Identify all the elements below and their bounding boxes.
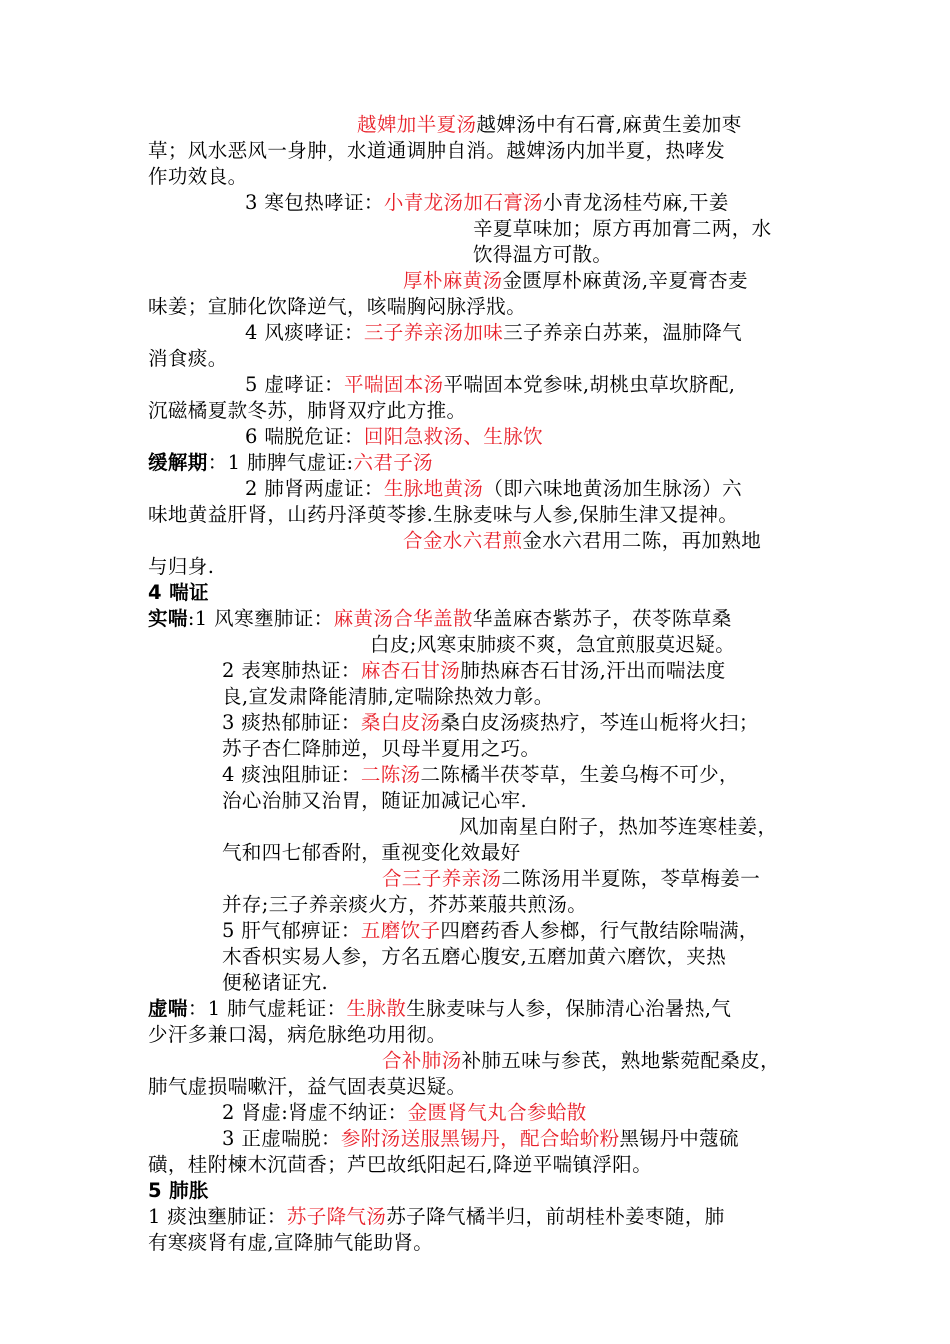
text-segment: 苏子杏仁降肺逆，贝母半夏用之巧。 <box>222 737 541 760</box>
text-segment: 2 肾虚:肾虚不纳证： <box>222 1101 408 1124</box>
text-segment: 生脉麦味与人参，保肺清心治暑热,气 <box>406 997 732 1020</box>
text-line <box>403 268 748 294</box>
text-line <box>382 1048 780 1074</box>
text-line <box>148 1230 433 1256</box>
text-line <box>148 346 228 372</box>
formula-name: 金匮肾气丸合参蛤散 <box>407 1101 587 1124</box>
text-segment: 味姜；宣肺化饮降逆气，咳喘胸闷脉浮戕。 <box>148 295 527 318</box>
text-line <box>148 138 725 164</box>
text-segment: 辛夏草味加；原方再加膏二两，水 <box>473 217 772 240</box>
text-line <box>148 996 731 1022</box>
text-segment: 越婢汤中有石膏,麻黄生姜加枣 <box>476 113 742 136</box>
text-segment: 桑白皮汤痰热疗，芩连山栀将火扫； <box>440 711 759 734</box>
text-segment: 少汗多兼口渴，病危脉绝功用彻。 <box>148 1023 447 1046</box>
formula-name: 苏子降气汤 <box>286 1205 387 1228</box>
text-segment: 肺热麻杏石甘汤,汗出而喘法度 <box>460 659 726 682</box>
text-segment: 饮得温方可散。 <box>473 243 613 266</box>
formula-name: 麻黄汤合华盖散 <box>333 607 473 630</box>
text-segment: 1 痰浊壅肺证： <box>148 1205 287 1228</box>
formula-name: 三子养亲汤加味 <box>363 321 504 344</box>
text-segment: 二陈汤用半夏陈，苓草梅姜一 <box>501 867 761 890</box>
text-segment: 良,宣发肃降能清肺,定喘除热效力彰。 <box>222 685 554 708</box>
text-segment: 6 喘脱危证： <box>245 425 364 448</box>
text-line <box>382 866 760 892</box>
text-segment: 补肺五味与参芪，熟地紫菀配桑皮， <box>461 1049 781 1072</box>
text-segment: 5 肝气郁痹证： <box>222 919 361 942</box>
text-line <box>222 1100 587 1126</box>
text-segment: 3 寒包热哮证： <box>245 191 384 214</box>
text-line <box>148 1178 209 1204</box>
text-line <box>148 1022 447 1048</box>
text-line <box>370 632 735 658</box>
text-line <box>245 372 735 398</box>
text-line <box>222 788 527 814</box>
formula-name: 生脉地黄汤 <box>383 477 484 500</box>
text-segment: 味地黄益肝肾，山药丹泽萸苓掺.生脉麦味与人参,保肺生津又提神。 <box>148 503 739 526</box>
text-segment: 并存;三子养亲痰火方，芥苏莱菔共煎汤。 <box>222 893 588 916</box>
text-line <box>222 762 739 788</box>
text-segment: 4 痰浊阻肺证： <box>222 763 361 786</box>
text-segment: 风加南星白附子，热加芩连寒桂姜， <box>459 815 778 838</box>
text-segment: 华盖麻杏紫苏子，茯苓陈草桑 <box>472 607 732 630</box>
formula-name: 小青龙汤加石膏汤 <box>383 191 544 214</box>
text-line <box>148 294 526 320</box>
text-line <box>222 1126 739 1152</box>
section-heading: 5 肺胀 <box>148 1179 209 1202</box>
text-segment: （即六味地黄汤加生脉汤）六 <box>483 477 743 500</box>
text-line <box>245 424 543 450</box>
formula-name: 合补肺汤 <box>382 1049 462 1072</box>
text-segment: 5 虚哮证： <box>245 373 345 396</box>
text-line <box>222 918 759 944</box>
text-line <box>403 528 761 554</box>
text-line <box>222 892 587 918</box>
text-line <box>148 398 466 424</box>
text-segment: ：1 肺脾气虚证: <box>207 451 354 474</box>
text-segment: 2 肺肾两虚证： <box>245 477 384 500</box>
text-segment: 作功效良。 <box>148 165 248 188</box>
text-segment: 便秘诸证宄. <box>222 971 329 994</box>
text-segment: 金匮厚朴麻黄汤,辛夏膏杏麦 <box>502 269 748 292</box>
text-segment: 小青龙汤桂芍麻,干姜 <box>543 191 729 214</box>
text-line <box>222 710 759 736</box>
formula-name: 生脉散 <box>346 997 407 1020</box>
formula-name: 合金水六君煎 <box>403 529 523 552</box>
formula-name: 五磨饮子 <box>360 919 441 942</box>
text-segment: 4 风痰哮证： <box>245 321 364 344</box>
text-segment: 气和四七郁香附，重视变化效最好 <box>222 841 521 864</box>
text-line <box>245 190 729 216</box>
formula-name: 厚朴麻黄汤 <box>403 269 503 292</box>
section-heading: 4 喘证 <box>148 581 209 604</box>
formula-name: 二陈汤 <box>360 763 421 786</box>
formula-name: 回阳急救汤、生脉饮 <box>363 425 544 448</box>
section-heading: 实喘 <box>148 607 188 630</box>
section-heading: 虚喘 <box>148 997 188 1020</box>
formula-name: 麻杏石甘汤 <box>360 659 461 682</box>
text-line <box>148 1074 466 1100</box>
text-segment: 苏子降气橘半归，前胡桂朴姜枣随，肺 <box>386 1205 725 1228</box>
text-line <box>357 112 742 138</box>
text-line <box>222 736 540 762</box>
text-line <box>148 554 214 580</box>
text-line <box>245 476 742 502</box>
text-segment: 有寒痰肾有虚,宣降肺气能助肾。 <box>148 1231 434 1254</box>
text-segment: 白皮;风寒束肺痰不爽，急宜煎服莫迟疑。 <box>370 633 736 656</box>
text-line <box>148 164 248 190</box>
text-line <box>473 216 772 242</box>
text-segment: 磺，桂附楝木沉茴香；芦巴故纸阳起石,降逆平喘镇浮阳。 <box>148 1153 653 1176</box>
text-line <box>148 502 738 528</box>
formula-name: 桑白皮汤 <box>360 711 441 734</box>
section-heading: 缓解期 <box>148 451 208 474</box>
text-line <box>148 1204 725 1230</box>
text-line <box>222 970 328 996</box>
text-line <box>148 580 209 606</box>
text-line <box>148 606 732 632</box>
text-segment: 肺气虚损喘嗽汗，益气固表莫迟疑。 <box>148 1075 467 1098</box>
formula-name: 六君子汤 <box>353 451 434 474</box>
text-segment: 治心治肺又治胃，随证加减记心牢. <box>222 789 528 812</box>
formula-name: 越婢加半夏汤 <box>357 113 477 136</box>
text-segment: 四磨药香人参榔，行气散结除喘满， <box>440 919 759 942</box>
formula-name: 参附汤送服黑锡丹，配合蛤蚧粉 <box>340 1127 620 1150</box>
text-segment: 二陈橘半茯苓草，生姜乌梅不可少， <box>420 763 739 786</box>
text-line <box>222 684 554 710</box>
formula-name: 合三子养亲汤 <box>382 867 502 890</box>
text-segment: 木香枳实易人参，方名五磨心腹安,五磨加黄六磨饮，夹热 <box>222 945 727 968</box>
text-segment: 消食痰。 <box>148 347 228 370</box>
text-segment: 草；风水恶风一身肿，水道通调肿自消。越婢汤内加半夏，热哮发 <box>148 139 726 162</box>
formula-name: 平喘固本汤 <box>344 373 444 396</box>
text-line <box>148 1152 652 1178</box>
text-segment: 平喘固本党参味,胡桃虫草坎脐配, <box>443 373 736 396</box>
text-segment: 金水六君用二陈，再加熟地 <box>522 529 762 552</box>
text-segment: 3 痰热郁肺证： <box>222 711 361 734</box>
text-line <box>473 242 612 268</box>
text-segment: 沉磁橘夏款冬苏，肺肾双疗此方推。 <box>148 399 467 422</box>
text-segment: 3 正虚喘脱： <box>222 1127 341 1150</box>
text-line <box>245 320 742 346</box>
text-line <box>148 450 433 476</box>
text-line <box>222 944 726 970</box>
text-segment: ：1 肺气虚耗证： <box>187 997 347 1020</box>
text-segment: :1 风寒壅肺证： <box>187 607 334 630</box>
text-line <box>459 814 777 840</box>
text-segment: 黑锡丹中蔻硫 <box>619 1127 739 1150</box>
text-segment: 与归身. <box>148 555 215 578</box>
text-segment: 三子养亲白苏莱，温肺降气 <box>503 321 743 344</box>
text-line <box>222 658 726 684</box>
text-line <box>222 840 521 866</box>
text-segment: 2 表寒肺热证： <box>222 659 361 682</box>
